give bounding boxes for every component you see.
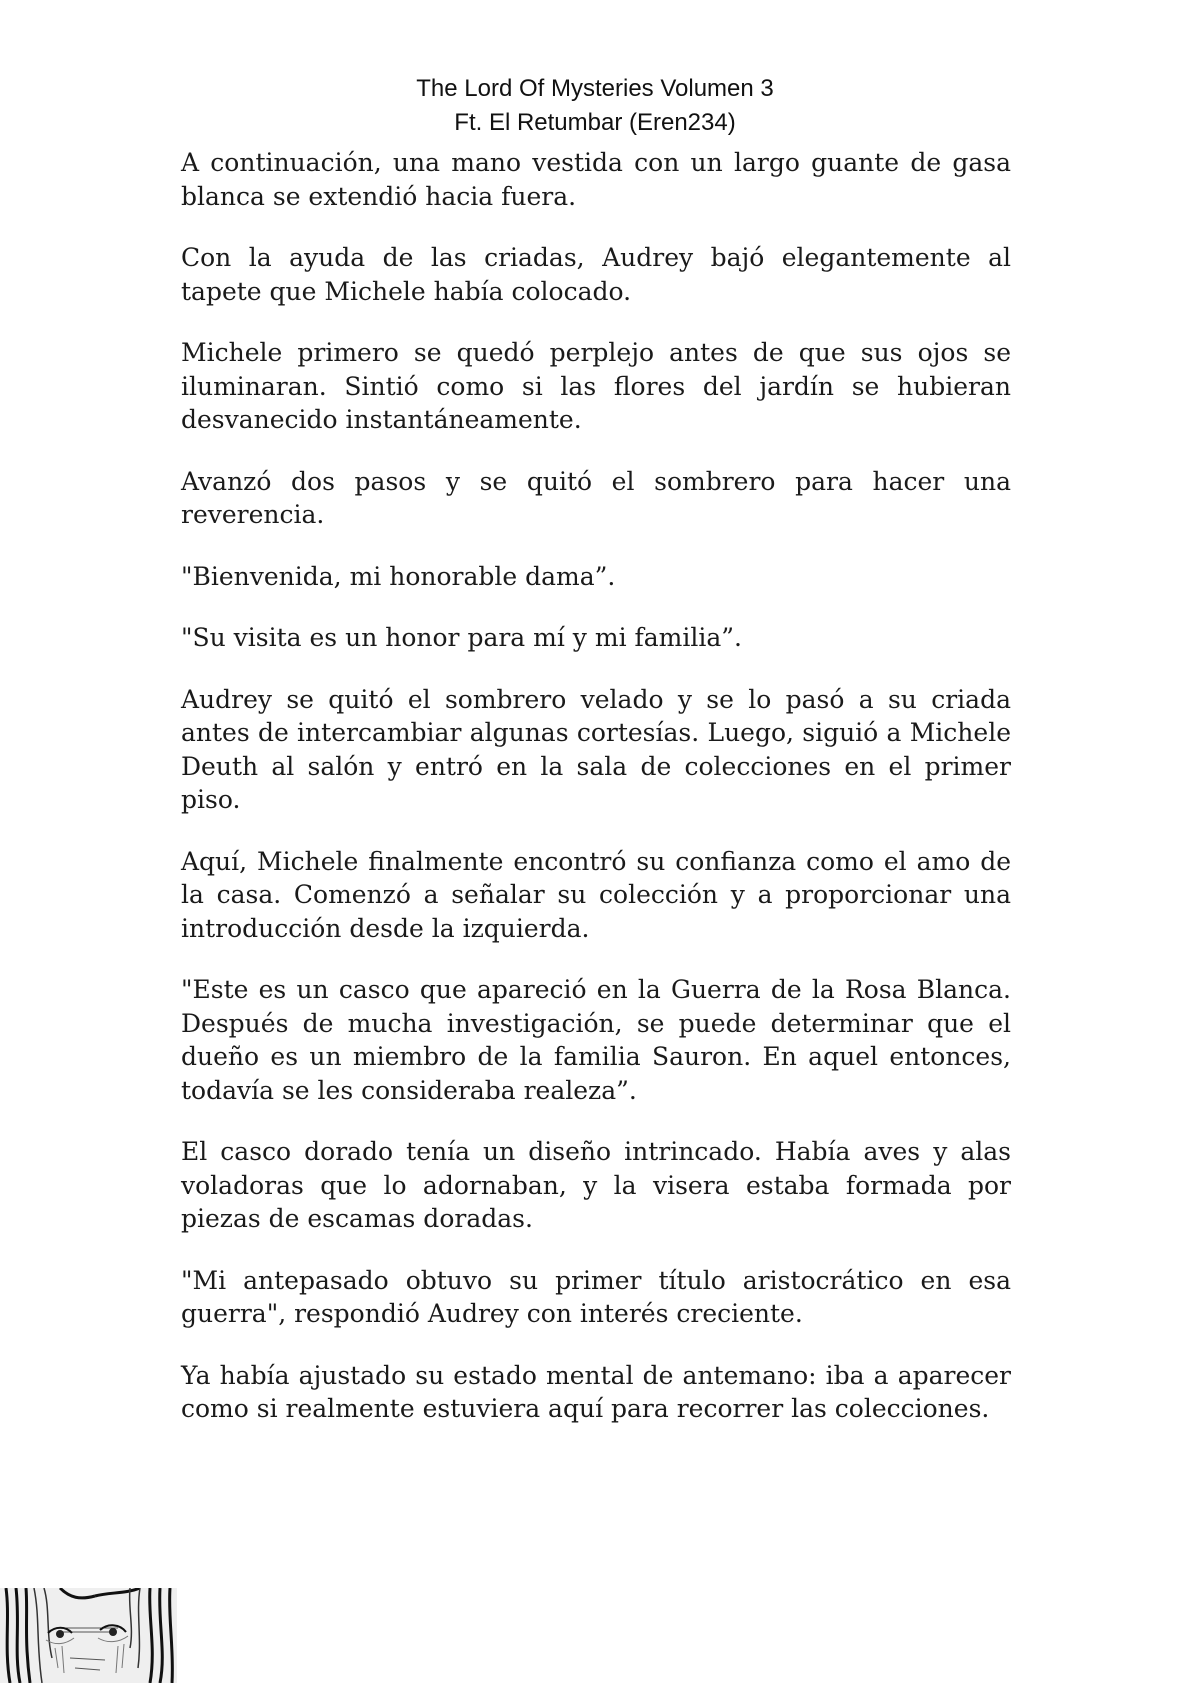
paragraph: A continuación, una mano vestida con un largo guante de gasa blanca se extendió hacia fuera. [181, 148, 1011, 211]
manga-portrait-icon [0, 1588, 177, 1683]
paragraph: Con la ayuda de las criadas, Audrey bajó elegantemente al tapete que Michele había colocado. [181, 243, 1011, 306]
page-header [0, 72, 1190, 140]
paragraph: "Su visita es un honor para mí y mi familia”. [181, 623, 742, 652]
paragraph: Ya había ajustado su estado mental de antemano: iba a aparecer como si realmente estuviera aquí para recorrer las colecciones. [181, 1360, 1011, 1423]
paragraph: Michele primero se quedó perplejo antes de que sus ojos se iluminaran. Sintió como si las flores del jardín se hubieran desvanecido instantáneamente. [181, 338, 1011, 434]
document-subtitle: Ft. El Retumbar (Eren234) [454, 109, 736, 136]
paragraph: Avanzó dos pasos y se quitó el sombrero para hacer una reverencia. [181, 466, 1011, 529]
paragraph: "Bienvenida, mi honorable dama”. [181, 561, 616, 591]
document-body [181, 146, 1011, 1454]
paragraph: Audrey se quitó el sombrero velado y se lo pasó a su criada antes de intercambiar algunas cortesías. Luego, siguió a Michele Deuth al salón y entró en la sala de colecciones en el primer piso. [181, 684, 1011, 814]
paragraph: "Este es un casco que apareció en la Guerra de la Rosa Blanca. Después de mucha investigación, se puede determinar que el dueño es un miembro de la familia Sauron. En aquel entonces, todavía se les consideraba realeza”. [181, 975, 1011, 1105]
paragraph: "Mi antepasado obtuvo su primer título aristocrático en esa guerra", respondió Audrey con interés creciente. [181, 1265, 1011, 1328]
document-title: The Lord Of Mysteries Volumen 3 [416, 75, 774, 102]
paragraph: El casco dorado tenía un diseño intrincado. Había aves y alas voladoras que lo adornaban, y la visera estaba formada por piezas de escamas doradas. [181, 1137, 1011, 1233]
paragraph: Aquí, Michele finalmente encontró su confianza como el amo de la casa. Comenzó a señalar su colección y a proporcionar una introducción desde la izquierda. [181, 846, 1011, 943]
